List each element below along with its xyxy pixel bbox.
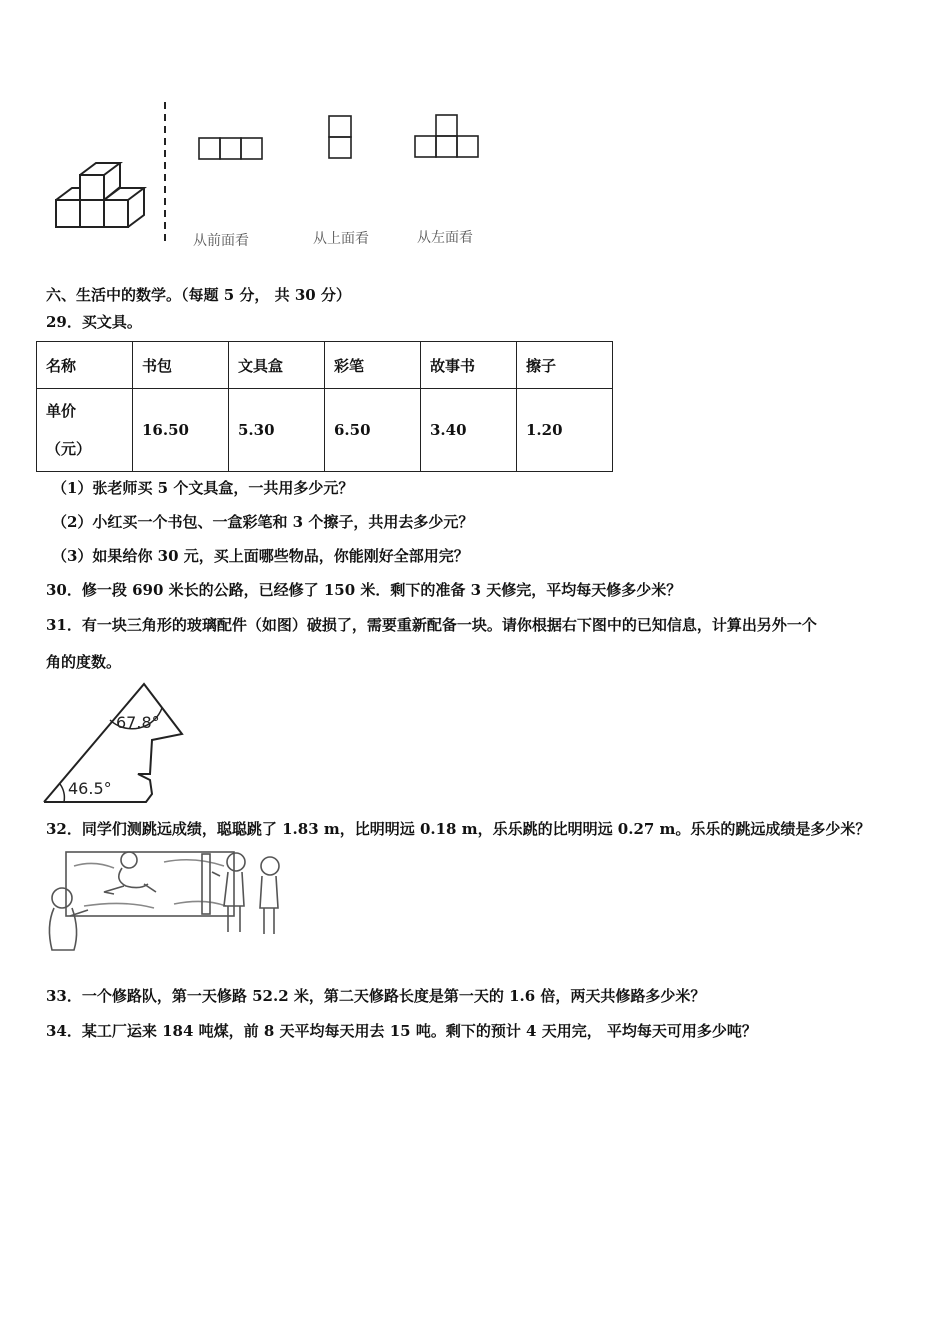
table-cell: 16.50 [133,389,229,472]
unit-yuan-label: （元） [46,440,92,458]
q29-sub1: （1）张老师买 5 个文具盒，一共用多少元？ [52,479,354,497]
q31-line1: 31．有一块三角形的玻璃配件（如图）破损了，需要重新配备一块。请你根据右下图中的已知信息，计算出另外一个 [46,616,817,634]
q29-title: 29．买文具。 [46,313,142,331]
table-header-row [37,342,613,389]
table-price-row [37,389,613,472]
table-header-cell: 书包 [133,342,229,389]
front-view-label: 从前面看 [193,233,249,249]
table-header-cell: 文具盒 [229,342,325,389]
table-header-cell: 故事书 [421,342,517,389]
q32-text: 32．同学们测跳远成绩，聪聪跳了 1.83 m，比明明远 0.18 m，乐乐跳的比明明远 0.27 m。乐乐的跳远成绩是多少米？ [46,820,871,838]
long-jump-illustration [44,846,314,958]
table-header-cell: 擦子 [517,342,613,389]
cube-solid-figure [50,155,155,235]
unit-price-label: 单价 [46,402,77,420]
top-view-label: 从上面看 [313,231,369,247]
table-row-label [37,389,133,472]
table-cell: 6.50 [325,389,421,472]
q29-sub3: （3）如果给你 30 元，买上面哪些物品，你能刚好全部用完？ [52,547,469,565]
table-cell: 3.40 [421,389,517,472]
angle-bottom-label: 46.5° [68,779,112,798]
table-header-cell: 名称 [37,342,133,389]
q30-text: 30．修一段 690 米长的公路，已经修了 150 米．剩下的准备 3 天修完，平均每天修多少米？ [46,581,682,599]
price-table [36,341,613,472]
broken-triangle-figure [40,680,190,808]
q34-text: 34．某工厂运来 184 吨煤，前 8 天平均每天用去 15 吨。剩下的预计 4 天用完， 平均每天可用多少吨？ [46,1022,757,1040]
q29-sub2: （2）小红买一个书包、一盒彩笔和 3 个擦子，共用去多少元？ [52,513,474,531]
left-view-figure [413,113,483,161]
q31-line2: 角的度数。 [46,653,122,671]
angle-top-label: 67.8° [116,713,160,732]
top-view-figure [327,114,355,162]
left-view-label: 从左面看 [417,230,473,246]
table-cell: 5.30 [229,389,325,472]
dashed-divider [160,100,170,248]
table-header-cell: 彩笔 [325,342,421,389]
front-view-figure [197,136,267,162]
q33-text: 33．一个修路队，第一天修路 52.2 米，第二天修路长度是第一天的 1.6 倍，两天共修路多少米？ [46,987,706,1005]
table-cell: 1.20 [517,389,613,472]
section-title: 六、生活中的数学。（每题 5 分， 共 30 分） [46,286,351,304]
